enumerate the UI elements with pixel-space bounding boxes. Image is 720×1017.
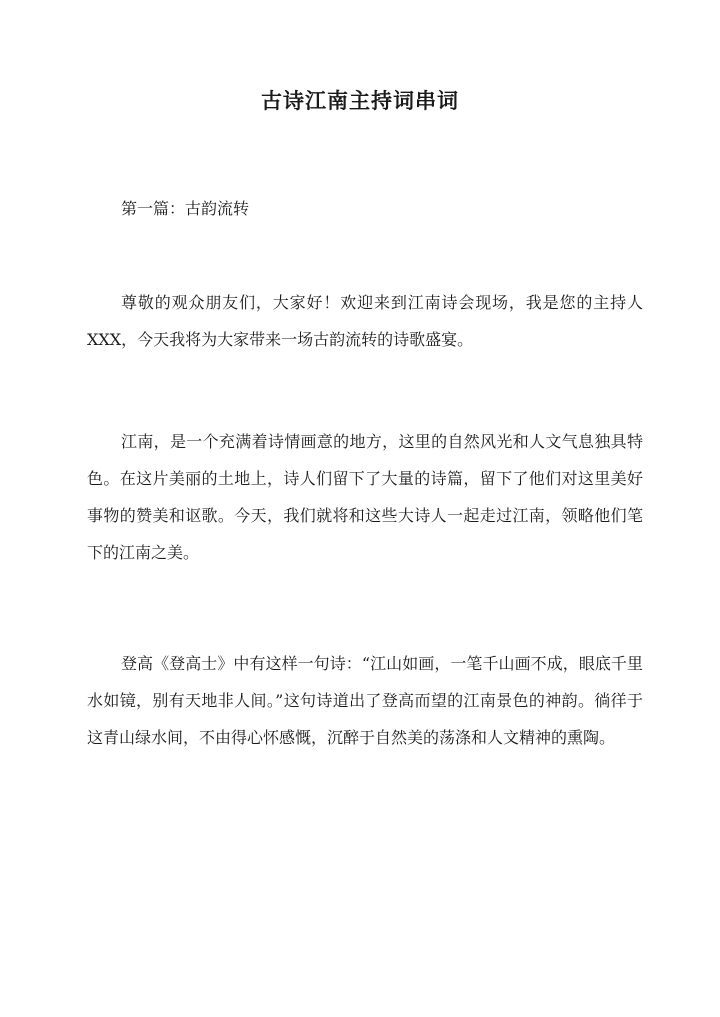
- document-title: 古诗江南主持词串词: [261, 88, 459, 113]
- paragraph-greeting: 尊敬的观众朋友们，大家好！欢迎来到江南诗会现场，我是您的主持人XXX，今天我将为大家带来一场古韵流转的诗歌盛宴。: [87, 293, 643, 349]
- paragraph-jiangnan-intro: 江南，是一个充满着诗情画意的地方，这里的自然风光和人文气息独具特色。在这片美丽的土地上，诗人们留下了大量的诗篇，留下了他们对这里美好事物的赞美和讴歌。今天，我们就将和这些大诗人一起走过江南，领略他们笔下的江南之美。: [87, 432, 643, 562]
- paragraph-poem-quote: 登高《登高士》中有这样一句诗：“江山如画，一笔千山画不成，眼底千里水如镜，别有天地非人间。”这句诗道出了登高而望的江南景色的神韵。徜徉于这青山绿水间，不由得心怀感慨，沉醉于自然美的荡涤和人文精神的熏陶。: [87, 654, 643, 747]
- section-heading: 第一篇：古韵流转: [121, 199, 250, 218]
